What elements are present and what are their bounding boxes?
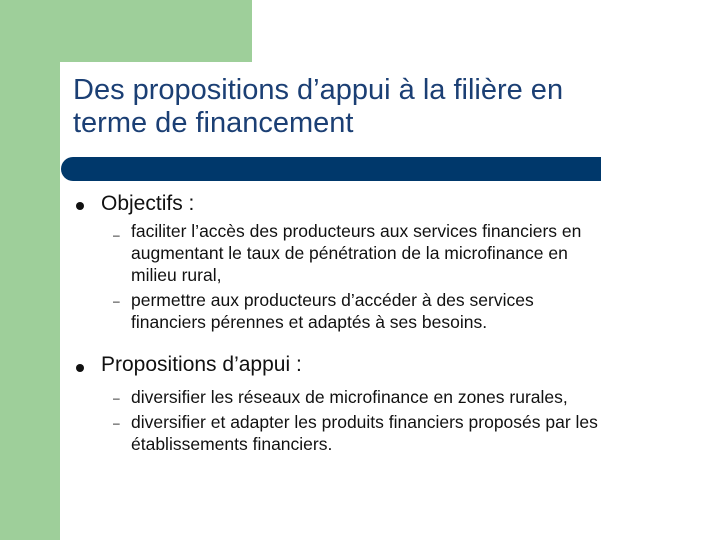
dash-marker: – [113, 416, 120, 430]
list-item-line: diversifier les réseaux de microfinance en zones rurales, [131, 387, 568, 407]
section-heading-objectifs: Objectifs : [101, 192, 195, 215]
title-line-2: terme de financement [73, 107, 354, 139]
decor-top-band [0, 0, 252, 62]
list-item-line: augmentant le taux de pénétration de la microfinance en [131, 243, 568, 263]
section-heading-propositions: Propositions d’appui : [101, 353, 302, 376]
decor-left-band [0, 0, 60, 540]
title-line-1: Des propositions d’appui à la filière en [73, 74, 564, 106]
title-divider-bar [61, 157, 601, 181]
bullet-dot [76, 364, 84, 372]
list-item-line: faciliter l’accès des producteurs aux services financiers en [131, 221, 582, 241]
list-item-line: établissements financiers. [131, 434, 333, 454]
list-item-line: permettre aux producteurs d’accéder à des services [131, 290, 534, 310]
list-item [131, 289, 534, 333]
dash-marker: – [113, 228, 120, 242]
dash-marker: – [113, 391, 120, 405]
slide-title [73, 74, 693, 140]
list-item-line: diversifier et adapter les produits financiers proposés par les [131, 412, 598, 432]
list-item [131, 220, 581, 286]
bullet-dot [76, 202, 84, 210]
list-item-line: milieu rural, [131, 265, 222, 285]
list-item-line: financiers pérennes et adaptés à ses besoins. [131, 312, 488, 332]
dash-marker: – [113, 294, 120, 308]
list-item [131, 411, 598, 455]
list-item [131, 386, 568, 408]
